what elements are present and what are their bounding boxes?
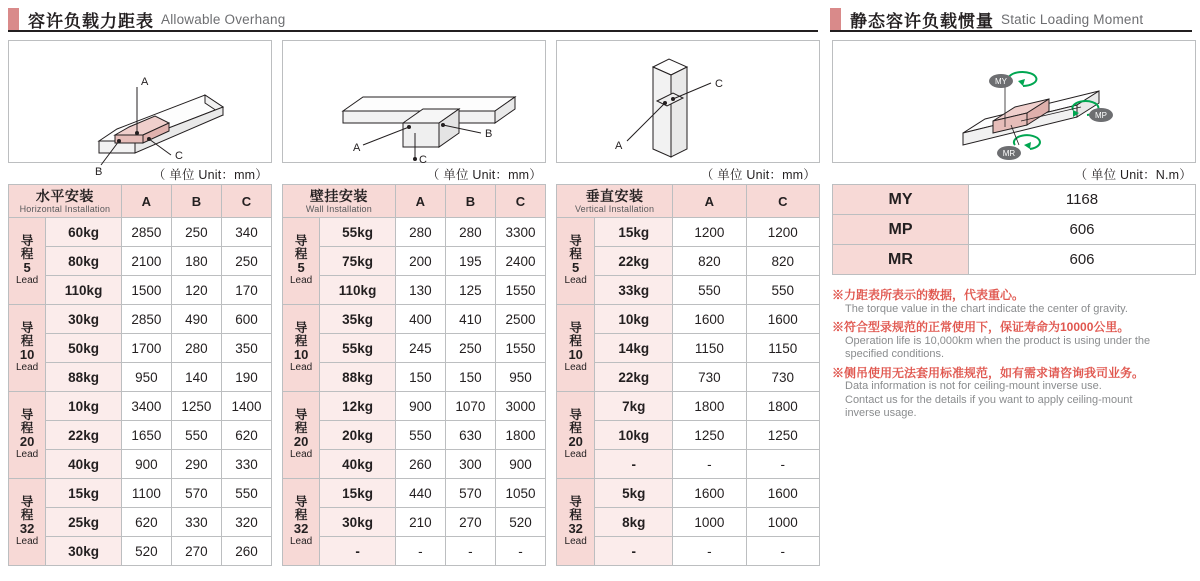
cell-load: 50kg [46,334,122,363]
cell-value-a: 3400 [121,392,171,421]
cell-load: 22kg [595,363,673,392]
note-cn: ※侧吊使用无法套用标准规范，如有需求请咨询我司业务。 [832,365,1145,380]
cell-value-a: 1100 [121,479,171,508]
table-row [557,421,820,450]
cell-value-a: 1700 [121,334,171,363]
cell-value-c: - [746,450,819,479]
notes-block [832,284,1198,421]
table-row [283,508,546,537]
cell-value-b: 280 [445,218,495,247]
table-row [557,218,820,247]
section-header-moment [830,6,1192,32]
cell-value-a: 440 [395,479,445,508]
panel-wall [282,40,546,566]
lead-group-label: 导 程 10 Lead [9,305,46,392]
cell-value-c: 340 [221,218,271,247]
cell-value-b: 570 [445,479,495,508]
cell-value-a: 210 [395,508,445,537]
cell-load: 40kg [320,450,396,479]
cell-value-b: 550 [171,421,221,450]
cell-value-c: 2500 [495,305,545,334]
cell-value-c: 730 [746,363,819,392]
note-en: The torque value in the chart indicate the center of gravity. [845,302,1128,315]
panel-horizontal [8,40,272,566]
lead-group-label: 导 程 5 Lead [283,218,320,305]
cell-load: 14kg [595,334,673,363]
cell-value-b: 250 [171,218,221,247]
cell-load: - [595,450,673,479]
cell-value-b: 250 [445,334,495,363]
figure-label-c: C [175,150,183,162]
table-row [557,276,820,305]
lead-group-label: 导 程 32 Lead [283,479,320,566]
cell-value-a: 150 [395,363,445,392]
table-row [283,392,546,421]
unit-label-moment: （ 单位 Unit：N.m） [1074,168,1192,182]
lead-group-label: 导 程 20 Lead [9,392,46,479]
cell-value-a: 260 [395,450,445,479]
column-header-c: C [495,185,545,218]
figure-label-mp: MP [1095,111,1107,120]
cell-value-c: 1550 [495,334,545,363]
figure-label-a: A [615,140,623,152]
moment-value: 606 [969,245,1196,275]
table-row [283,276,546,305]
table-row [9,363,272,392]
cell-value-a: 1150 [673,334,746,363]
cell-value-a: 520 [121,537,171,566]
cell-value-a: 245 [395,334,445,363]
cell-load: 20kg [320,421,396,450]
cell-load: 30kg [46,305,122,334]
table-row [9,334,272,363]
cell-value-a: 950 [121,363,171,392]
cell-value-a: 1650 [121,421,171,450]
section-header-overhang [8,6,818,32]
accent-bar-icon [8,8,19,30]
table-row [9,276,272,305]
table-row [557,450,820,479]
cell-value-c: 1150 [746,334,819,363]
section-title-cn: 容许负载力距表 [28,11,154,31]
moment-value: 606 [969,215,1196,245]
table-row [9,508,272,537]
table-horizontal [8,184,272,566]
section-title-cn: 静态容许负载惯量 [850,11,994,31]
cell-value-b: 270 [171,537,221,566]
cell-value-a: 1600 [673,479,746,508]
table-row [9,450,272,479]
cell-value-a: 730 [673,363,746,392]
cell-value-b: 125 [445,276,495,305]
cell-value-a: 1250 [673,421,746,450]
moment-label: MR [833,245,969,275]
cell-value-a: - [673,450,746,479]
cell-value-c: 170 [221,276,271,305]
lead-group-label: 导 程 32 Lead [9,479,46,566]
cell-load: 88kg [46,363,122,392]
cell-load: 60kg [46,218,122,247]
cell-value-c: 600 [221,305,271,334]
cell-value-a: 820 [673,247,746,276]
cell-value-c: 1050 [495,479,545,508]
table-row [283,450,546,479]
unit-label-horizontal: （ 单位 Unit：mm） [152,168,268,182]
cell-value-c: 250 [221,247,271,276]
cell-load: 15kg [595,218,673,247]
table-row [833,185,1196,215]
table-row [557,392,820,421]
cell-value-c: 320 [221,508,271,537]
cell-value-b: 150 [445,363,495,392]
cell-load: 5kg [595,479,673,508]
cell-value-c: 1250 [746,421,819,450]
cell-load: 110kg [320,276,396,305]
lead-group-label: 导 程 20 Lead [283,392,320,479]
cell-value-a: 2850 [121,218,171,247]
column-header-c: C [746,185,819,218]
column-header-a: A [121,185,171,218]
lead-group-label: 导 程 10 Lead [557,305,595,392]
figure-wall [282,40,546,166]
cell-load: 55kg [320,218,396,247]
figure-moment [832,40,1196,163]
cell-value-c: 950 [495,363,545,392]
table-wall [282,184,546,566]
table-row [283,363,546,392]
cell-value-c: 1600 [746,479,819,508]
table-row [283,537,546,566]
cell-value-c: 3000 [495,392,545,421]
cell-value-b: 280 [171,334,221,363]
header-underline [830,30,1192,32]
cell-value-b: 300 [445,450,495,479]
table-row [9,392,272,421]
table-row [557,479,820,508]
table-row [557,508,820,537]
cell-value-c: 1800 [746,392,819,421]
cell-load: 7kg [595,392,673,421]
cell-value-c: - [495,537,545,566]
cell-value-a: 1600 [673,305,746,334]
cell-value-a: - [395,537,445,566]
note-cn: ※符合型录规范的正常使用下，保证寿命为10000公里。 [832,320,1130,334]
unit-label-wall: （ 单位 Unit：mm） [426,168,542,182]
table-row [9,247,272,276]
cell-value-a: 550 [673,276,746,305]
cell-load: - [595,537,673,566]
cell-value-b: - [445,537,495,566]
cell-load: 30kg [320,508,396,537]
table-header-row [557,185,820,218]
column-header-a: A [395,185,445,218]
cell-load: 10kg [595,305,673,334]
figure-vertical [556,40,820,163]
cell-value-a: 200 [395,247,445,276]
cell-value-c: 550 [221,479,271,508]
moment-value: 1168 [969,185,1196,215]
cell-value-a: 1000 [673,508,746,537]
cell-value-b: 270 [445,508,495,537]
figure-label-b: B [485,128,493,140]
cell-load: 110kg [46,276,122,305]
cell-value-c: 1400 [221,392,271,421]
cell-value-a: 1800 [673,392,746,421]
section-title-en: Static Loading Moment [1001,11,1144,27]
cell-value-c: 1200 [746,218,819,247]
cell-value-c: 900 [495,450,545,479]
cell-load: 15kg [320,479,396,508]
cell-value-a: 1500 [121,276,171,305]
cell-value-a: 280 [395,218,445,247]
cell-value-a: 620 [121,508,171,537]
table-row [283,334,546,363]
cell-load: 88kg [320,363,396,392]
table-row [557,537,820,566]
figure-label-c: C [715,78,723,90]
note-en: Operation life is 10,000km when the product is using under the [845,334,1151,347]
cell-value-a: 1200 [673,218,746,247]
table-row [283,421,546,450]
cell-value-a: 130 [395,276,445,305]
accent-bar-icon [830,8,841,30]
cell-load: 55kg [320,334,396,363]
cell-load: 22kg [595,247,673,276]
cell-value-b: 490 [171,305,221,334]
column-header-install: 垂直安装 Vertical Installation [557,185,673,218]
figure-vertical-svg [557,41,819,162]
cell-value-c: 550 [746,276,819,305]
table-row [557,363,820,392]
cell-load: 10kg [595,421,673,450]
table-row [9,479,272,508]
cell-value-c: 3300 [495,218,545,247]
table-row [557,305,820,334]
cell-value-b: 195 [445,247,495,276]
lead-group-label: 导 程 20 Lead [557,392,595,479]
column-header-b: B [445,185,495,218]
table-row [283,479,546,508]
cell-load: 15kg [46,479,122,508]
cell-load: 35kg [320,305,396,334]
cell-value-c: 1800 [495,421,545,450]
cell-value-b: 410 [445,305,495,334]
cell-load: 75kg [320,247,396,276]
figure-wall-svg [283,41,545,166]
table-row [283,218,546,247]
cell-load: 8kg [595,508,673,537]
cell-value-c: 520 [495,508,545,537]
table-header-row [283,185,546,218]
table-moment [832,184,1196,275]
cell-value-a: 2100 [121,247,171,276]
cell-value-a: 550 [395,421,445,450]
cell-value-c: 820 [746,247,819,276]
lead-group-label: 导 程 5 Lead [557,218,595,305]
lead-group-label: 导 程 5 Lead [9,218,46,305]
table-vertical [556,184,820,566]
note-en: specified conditions. [845,348,945,360]
table-row [557,334,820,363]
table-row [283,247,546,276]
cell-value-b: 120 [171,276,221,305]
column-header-install: 水平安装 Horizontal Installation [9,185,122,218]
cell-value-c: 330 [221,450,271,479]
cell-value-c: 620 [221,421,271,450]
cell-value-b: 1070 [445,392,495,421]
cell-value-c: 350 [221,334,271,363]
section-title-en: Allowable Overhang [161,11,286,27]
cell-value-b: 140 [171,363,221,392]
table-row [9,305,272,334]
table-row [833,245,1196,275]
table-row [833,215,1196,245]
table-row [9,218,272,247]
figure-label-b: B [95,166,103,178]
note-en: Contact us for the details if you want to apply ceiling-mount [845,393,1133,406]
table-row [283,305,546,334]
table-row [557,247,820,276]
cell-value-b: 1250 [171,392,221,421]
cell-value-b: 290 [171,450,221,479]
lead-group-label: 导 程 10 Lead [283,305,320,392]
cell-load: 30kg [46,537,122,566]
cell-value-c: 1550 [495,276,545,305]
cell-value-c: 260 [221,537,271,566]
cell-value-a: - [673,537,746,566]
cell-value-c: 1600 [746,305,819,334]
cell-value-a: 400 [395,305,445,334]
cell-value-b: 180 [171,247,221,276]
figure-label-mr: MR [1002,149,1016,158]
cell-load: 25kg [46,508,122,537]
figure-label-a: A [141,76,149,88]
cell-load: - [320,537,396,566]
cell-value-a: 900 [121,450,171,479]
cell-load: 80kg [46,247,122,276]
panel-vertical [556,40,820,566]
note-en: inverse usage. [845,407,917,419]
figure-label-c: C [419,154,427,166]
table-header-row [9,185,272,218]
note-en: Data information is not for ceiling-mount inverse use. [845,380,1102,392]
table-row [9,537,272,566]
cell-load: 22kg [46,421,122,450]
cell-value-c: 190 [221,363,271,392]
cell-value-a: 2850 [121,305,171,334]
lead-group-label: 导 程 32 Lead [557,479,595,566]
column-header-install: 壁挂安装 Wall Installation [283,185,396,218]
cell-value-c: 2400 [495,247,545,276]
header-underline [8,30,818,32]
cell-value-b: 330 [171,508,221,537]
column-header-c: C [221,185,271,218]
cell-value-b: 630 [445,421,495,450]
cell-value-b: 570 [171,479,221,508]
note-cn: ※力距表所表示的数据，代表重心。 [832,288,1025,302]
cell-load: 12kg [320,392,396,421]
cell-load: 10kg [46,392,122,421]
cell-value-c: - [746,537,819,566]
cell-load: 40kg [46,450,122,479]
figure-label-a: A [353,142,361,154]
moment-label: MP [833,215,969,245]
table-row [9,421,272,450]
cell-load: 33kg [595,276,673,305]
panel-moment [832,40,1196,275]
cell-value-a: 900 [395,392,445,421]
column-header-b: B [171,185,221,218]
column-header-a: A [673,185,746,218]
figure-moment-svg [833,41,1195,162]
moment-label: MY [833,185,969,215]
figure-label-my: MY [995,77,1007,86]
unit-label-vertical: （ 单位 Unit：mm） [700,168,816,182]
cell-value-c: 1000 [746,508,819,537]
